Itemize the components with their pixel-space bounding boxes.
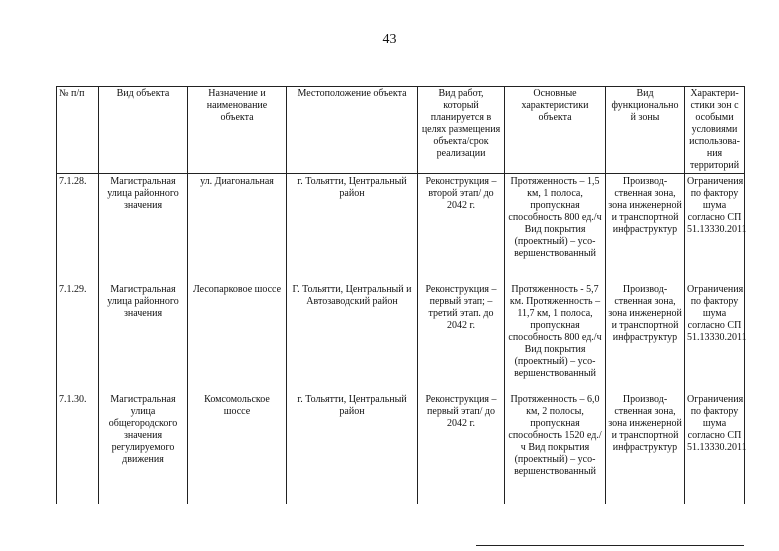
row-characteristics: Протяженность – 1,5 км, 1 полоса, пропускная способность 800 ед./ч Вид покрытия (проектный) – усо-вершенствованный	[505, 174, 606, 284]
table-row	[57, 394, 745, 504]
row-object-type: Магистральная улица общегородского значения регулируемого движения	[99, 394, 188, 504]
row-characteristics: Протяженность – 6,0 км, 2 полосы, пропускная способность 1520 ед./ч Вид покрытия (проектный) – усо-вершенствованный	[505, 394, 606, 504]
row-functional-zone: Производ-ственная зона, зона инженерной и транспортной инфраструктур	[606, 174, 685, 284]
row-works: Реконструкция – первый этап; – третий этап. до 2042 г.	[418, 284, 505, 394]
page-number: 43	[382, 32, 397, 47]
row-object-type: Магистральная улица районного значения	[99, 284, 188, 394]
row-location: г. Тольятти, Центральный район	[287, 174, 418, 284]
header-object-name: Назначение и наименование объекта	[188, 87, 287, 174]
header-number: № п/п	[57, 87, 99, 174]
header-works: Вид работ, который планируется в целях размещения объекта/срок реализации	[418, 87, 505, 174]
row-object-type: Магистральная улица районного значения	[99, 174, 188, 284]
row-restrictions: Ограничения по фактору шума согласно СП 51.13330.2011	[685, 394, 745, 504]
row-object-name: Лесопарковое шоссе	[188, 284, 287, 394]
row-functional-zone: Производ-ственная зона, зона инженерной и транспортной инфраструктур	[606, 394, 685, 504]
header-functional-zone: Вид функционально й зоны	[606, 87, 685, 174]
objects-table	[56, 86, 745, 504]
row-characteristics: Протяженность - 5,7 км. Протяженность – 11,7 км, 1 полоса, пропускная способность 800 ед./ч Вид покрытия (проектный) – усо-вершенствованный	[505, 284, 606, 394]
row-restrictions: Ограничения по фактору шума согласно СП 51.13330.2011	[685, 174, 745, 284]
row-object-name: Комсомольское шоссе	[188, 394, 287, 504]
table-header-row	[57, 87, 745, 174]
table-row	[57, 174, 745, 284]
row-number: 7.1.30.	[57, 394, 99, 504]
row-works: Реконструкция – первый этап/ до 2042 г.	[418, 394, 505, 504]
header-object-type: Вид объекта	[99, 87, 188, 174]
row-number: 7.1.29.	[57, 284, 99, 394]
row-object-name: ул. Диагональная	[188, 174, 287, 284]
row-works: Реконструкция – второй этап/ до 2042 г.	[418, 174, 505, 284]
row-number: 7.1.28.	[57, 174, 99, 284]
row-location: г. Тольятти, Центральный район	[287, 394, 418, 504]
row-functional-zone: Производ-ственная зона, зона инженерной и транспортной инфраструктур	[606, 284, 685, 394]
header-characteristics: Основные характеристики объекта	[505, 87, 606, 174]
header-location: Местоположение объекта	[287, 87, 418, 174]
bottom-rule-divider	[476, 545, 744, 546]
header-restrictions: Характери-стики зон с особыми условиями использова-ния территорий	[685, 87, 745, 174]
row-location: Г. Тольятти, Центральный и Автозаводский район	[287, 284, 418, 394]
table-row	[57, 284, 745, 394]
row-restrictions: Ограничения по фактору шума согласно СП 51.13330.2011	[685, 284, 745, 394]
